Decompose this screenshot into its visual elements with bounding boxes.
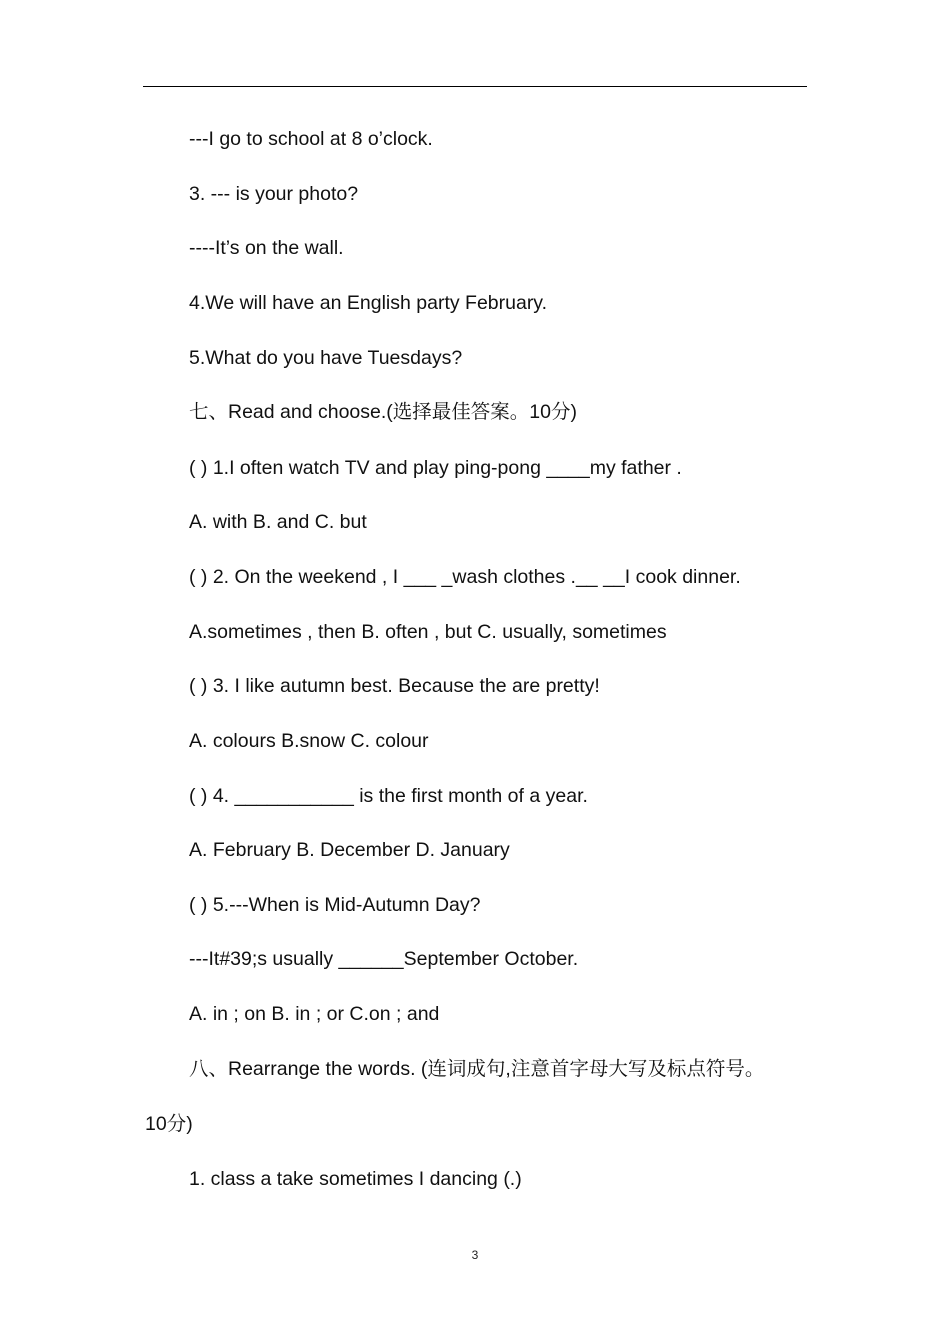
choice-options-5: A. in ; on B. in ; or C.on ; and (189, 1003, 440, 1025)
section-heading-7: 七、Read and choose.(选择最佳答案。10分) (189, 401, 577, 423)
choice-options-2: A.sometimes , then B. often , but C. usually, sometimes (189, 621, 667, 643)
section-heading-8: 八、Rearrange the words. (连词成句,注意首字母大写及标点符号。 (189, 1058, 765, 1080)
choice-question-5: ( ) 5.---When is Mid-Autumn Day? (189, 894, 481, 916)
choice-options-1: A. with B. and C. but (189, 511, 367, 533)
rearrange-question-1: 1. class a take sometimes I dancing (.) (189, 1168, 522, 1190)
question-3: 3. --- is your photo? (189, 183, 359, 205)
choice-options-3: A. colours B.snow C. colour (189, 730, 429, 752)
question-5: 5.What do you have Tuesdays? (189, 347, 463, 369)
choice-question-3: ( ) 3. I like autumn best. Because the are pretty! (189, 675, 600, 697)
section-heading-8-continued: 10分) (145, 1113, 193, 1135)
answer-line: ----It’s on the wall. (189, 237, 344, 259)
choice-question-2: ( ) 2. On the weekend , I ___ _wash clothes .__ __I cook dinner. (189, 566, 741, 588)
choice-question-1: ( ) 1.I often watch TV and play ping-pong ____my father . (189, 457, 682, 479)
choice-question-5-answer: ---It#39;s usually ______September October. (189, 948, 579, 970)
header-rule (143, 86, 807, 87)
choice-options-4: A. February B. December D. January (189, 839, 510, 861)
question-4: 4.We will have an English party February. (189, 292, 548, 314)
page-number: 3 (471, 1248, 479, 1262)
choice-question-4: ( ) 4. ___________ is the first month of a year. (189, 785, 588, 807)
answer-line: ---I go to school at 8 o’clock. (189, 128, 433, 150)
